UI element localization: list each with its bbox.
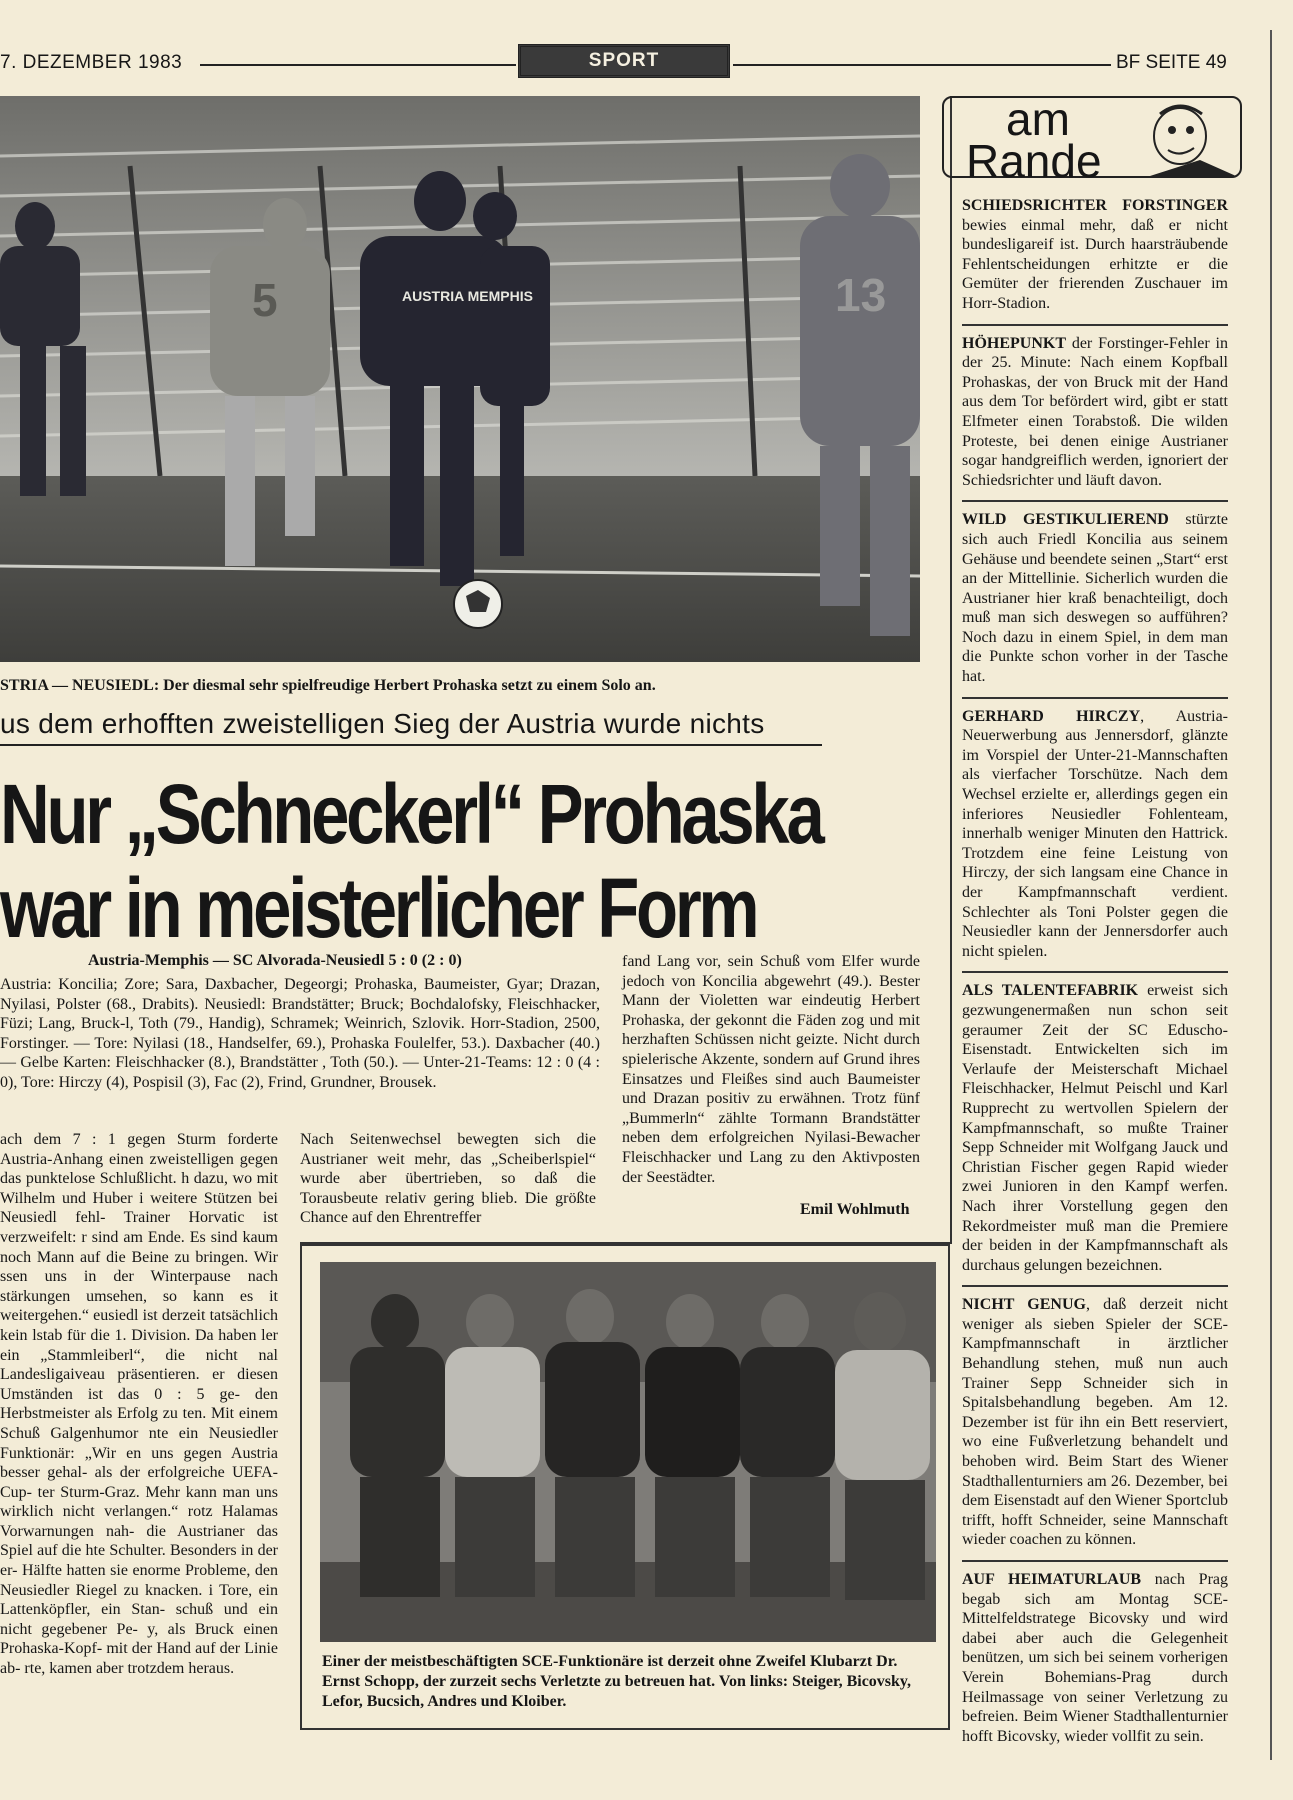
rande-divider bbox=[962, 697, 1228, 699]
rande-item-text: bewies einmal mehr, daß er nicht bundesligareif ist. Durch haarsträubende Fehlentscheidungen erhitzte er die Gemüter der frierenden Zuschauer im Horr-Stadion. bbox=[962, 216, 1228, 312]
rande-divider bbox=[962, 1560, 1228, 1562]
bench-photo-illustration bbox=[320, 1262, 936, 1642]
match-photo-illustration bbox=[0, 96, 920, 662]
issue-date: 7. DEZEMBER 1983 bbox=[0, 52, 183, 73]
bench-photo-caption: Einer der meistbeschäftigten SCE-Funktionäre ist derzeit ohne Zweifel Klubarzt Dr. Ernst Schopp, der zurzeit sechs Verletzte zu betreuen hat. Von links: Steiger, Bicovsky, Lefor, Bucsich, Andres und Kloiber. bbox=[322, 1653, 912, 1710]
headline-line-2: war in meisterlicher Form bbox=[0, 861, 757, 955]
rande-item-lead: NICHT GENUG bbox=[962, 1296, 1086, 1314]
rande-item bbox=[962, 334, 1228, 491]
rande-item bbox=[962, 1570, 1228, 1746]
rande-item bbox=[962, 196, 1228, 314]
rande-item bbox=[962, 1295, 1228, 1550]
match-photo-caption: STRIA — NEUSIEDL: Der diesmal sehr spielfreudige Herbert Prohaska setzt zu einem Solo an. bbox=[0, 677, 656, 694]
article-kicker: us dem erhofften zweistelligen Sieg der Austria wurde nichts bbox=[0, 708, 822, 746]
header-rule-right bbox=[733, 64, 1111, 66]
article-column-2: Nach Seitenwechsel bewegten sich die Austrianer weit mehr, das „Scheiberlspiel“ wurde aber übertrieben, so daß die Torausbeute relativ gering blieb. Die größte Chance auf den Ehrentreffer bbox=[300, 1131, 596, 1227]
am-rande-title-top: am bbox=[1006, 93, 1070, 145]
article-column-3: fand Lang vor, sein Schuß vom Elfer wurde jedoch von Koncilia abgewehrt (49.). Bester Mann der Violetten war eindeutig Herbert Prohaska, der gekonnt die Fäden zog und mit herzhaften Schüssen nicht geizte. Nicht durch spielerische Akzente, sondern auf Grund ihres Einsatzes und Fleißes sind auch Baumeister und Drazan positiv zu erwähnen. Trotz fünf „Bummerln“ zählte Tormann Brandstätter neben dem erfolgreichen Nyilasi-Bewacher Fleischhacker und Lang zu den Aktivposten der Seestädter. bbox=[622, 953, 920, 1186]
team-lineups: Austria: Koncilia; Zore; Sara, Daxbacher, Degeorgi; Prohaska, Baumeister, Gyar; Drazan, Nyilasi, Polster (68., Drabits). Neusiedl: Brandstätter; Bruck; Bochdalofsky, Fleischhacker, Füzi; Lang, Bruck-l, Toth (79., Handig), Schramek; Weinrich, Szlovik. Horr-Stadion, 2500, Forstinger. — Tore: Nyilasi (18., Handselfer, 69.), Prohaska Foulelfer, 53.). Daxbacher (40.) — Gelbe Karten: Fleischhacker (8.), Brandstätter , Toth (50.). — Unter-21-Teams: 12 : 0 (4 : 0), Tore: Hirczy (4), Pospisil (3), Fac (2), Frind, Grundner, Brousek. bbox=[0, 976, 600, 1091]
rande-item-lead: SCHIEDSRICHTER FORSTINGER bbox=[962, 197, 1228, 214]
rande-item-text: , Austria-Neuerwerbung aus Jennersdorf, glänzte im Vorspiel der Unter-21-Mannschaften als vierfacher Torschütze. Nach dem Wechsel erzielte er, allerdings gegen ein inferiores Neusiedler Fohlenteam, innerhalb weniger Minuten den Hattrick. Trotzdem eine feine Leistung von Hirczy, der sich langsam eine Chance in der Kampfmannschaft verdient. Schlechter als Toni Polster gegen die Neusiedler kann der Jennersdorfer auch nicht spielen. bbox=[962, 707, 1228, 960]
rande-item-lead: WILD GESTIKULIEREND bbox=[962, 511, 1169, 529]
header-rule-left bbox=[200, 64, 516, 66]
rande-divider bbox=[962, 324, 1228, 326]
rande-item bbox=[962, 707, 1228, 962]
rande-divider bbox=[962, 971, 1228, 973]
section-banner bbox=[518, 44, 730, 78]
rande-item bbox=[962, 981, 1228, 1275]
am-rande-title-bottom: Rande bbox=[966, 135, 1102, 187]
jersey-sponsor-label: AUSTRIA MEMPHIS bbox=[402, 288, 533, 304]
rande-item-lead: HÖHEPUNKT bbox=[962, 334, 1067, 352]
section-label: SPORT bbox=[588, 50, 660, 71]
am-rande-column bbox=[962, 196, 1228, 1756]
rande-item-lead: AUF HEIMATURLAUB bbox=[962, 1571, 1142, 1588]
column-divider bbox=[950, 96, 952, 1244]
rande-item-text: , daß derzeit nicht weniger als sieben Spieler der SCE-Kampfmannschaft in ärztlicher Behandlung stehen, muß nun auch Trainer Sepp Schneider sich in Spitalsbehandlung begeben. Am 12. Dezember ist für ihn ein Bett reserviert, wo eine Fußverletzung behandelt und behoben wird. Beim Start des Wiener Stadthallenturniers am 26. Dezember, bei dem Eisenstadt auf den Wiener Sportclub trifft, hofft Schneider, seine Mannschaft wieder coachen zu können. bbox=[962, 1296, 1228, 1549]
jersey-number-left: 5 bbox=[252, 274, 278, 326]
page-edge-rule bbox=[1270, 30, 1272, 1760]
article-author: Emil Wohlmuth bbox=[800, 1201, 910, 1218]
jersey-number-right: 13 bbox=[835, 269, 887, 321]
rande-item-text: der Forstinger-Fehler in der 25. Minute: Nach einem Kopfball Prohaskas, der von Bruck mit der Hand aus dem Tor befördert wird, gibt er statt Elfmeter einen Torabstoß. Die wilden Proteste, bei denen einige Austrianer sogar handgreiflich werden, ignoriert der Schiedsrichter und läuft davon. bbox=[962, 334, 1228, 489]
rande-item-lead: ALS TALENTEFABRIK bbox=[962, 982, 1139, 1000]
rande-divider bbox=[962, 1285, 1228, 1287]
headline-line-1: Nur „Schneckerl“ Prohaska bbox=[0, 767, 822, 861]
page-number: BF SEITE 49 bbox=[1116, 52, 1227, 73]
match-result-header: Austria-Memphis — SC Alvorada-Neusiedl 5 : 0 (2 : 0) bbox=[88, 952, 462, 969]
article-column-1: ach dem 7 : 1 gegen Sturm forderte Austria-Anhang einen zweistelligen gegen das punktelose Schlußlicht. h dazu, wo mit Wilhelm und Huber i weitere Stützen bei Neusiedl fehl- Trainer Horvatic ist verzweifelt: r sind am Ende. Es sind kaum noch Mann auf die Beine zu bringen. Wir ssen uns in der Winterpause nach stärkungen umsehen, so kann es it weitergehen.“ eusiedl ist derzeit tatsächlich kein lstab für die 1. Division. Da haben ler ein „Stammleiberl“, die nicht nal Landesligaiveau präsentieren. er diesen Umständen ist das 0 : 5 ge- den Herbstmeister als Erfolg zu ten. Mit einem Schuß Galgenhumor nte ein Neusiedler Funktionär: „Wir en uns gegen Austria besser gehal- als der erfolgreiche UEFA-Cup- ter Sturm-Graz. Mehr kann man uns wirklich nicht verlangen.“ rotz Halamas Vorwarnungen nah- die Austrianer das Spiel auf die hte Schulter. Besonders in der er- Hälfte hatten sie enorme Probleme, den Neusiedler Riegel zu knacken. i Tore, ein Lattenköpfler, ein Stan- schuß und ein nicht gegebener Pe- y, als Bruck einen Prohaska-Kopf- mit der Hand auf der Linie ab- rte, kamen aber trotzdem heraus. bbox=[0, 1131, 278, 1678]
cartoon-face-icon bbox=[1140, 100, 1240, 176]
rande-item-lead: GERHARD HIRCZY bbox=[962, 707, 1141, 725]
rande-item-text: nach Prag begab sich am Montag SCE-Mittelfeldstratege Bicovsky und wird dabei aber auch die Gelegenheit benützen, um sich bei seinem vorherigen Verein Bohemians-Prag durch Heilmassage von seiner Verletzung zu befreien. Beim Wiener Stadthallenturnier hofft Bicovsky, wieder vollfit zu sein. bbox=[962, 1571, 1228, 1745]
rande-item bbox=[962, 510, 1228, 686]
rande-divider bbox=[962, 500, 1228, 502]
rande-item-text: erweist sich gezwungenermaßen nun schon seit geraumer Zeit der SC Eduscho-Eisenstadt. Entwickelten sich im Verlaufe der Meisterschaft Michael Fleischhacker, Helmut Peischl und Karl Rupprecht zu wertvollen Spielern der Kampfmannschaft, so mußte Trainer Sepp Schneider mit Wolfgang Jauck und Christian Fischer gegen Rapid wieder zwei Junioren in den Kampf werfen. Nach ihrer Vorstellung gegen den Rekordmeister muß man die Premiere der beiden in der Kampfmannschaft als durchaus gelungen bezeichnen. bbox=[962, 982, 1228, 1274]
rande-item-text: stürzte sich auch Friedl Koncilia aus seinem Gehäuse und beendete seinen „Start“ erst an der Mittellinie. Sicherlich wurden die Austrianer hier kraß benachteiligt, doch muß man sich deswegen so aufführen? Noch dazu in einem Spiel, in dem man die Punkte schon vorher in der Tasche hat. bbox=[962, 511, 1228, 686]
bench-photo bbox=[320, 1262, 936, 1642]
match-photo bbox=[0, 96, 920, 662]
